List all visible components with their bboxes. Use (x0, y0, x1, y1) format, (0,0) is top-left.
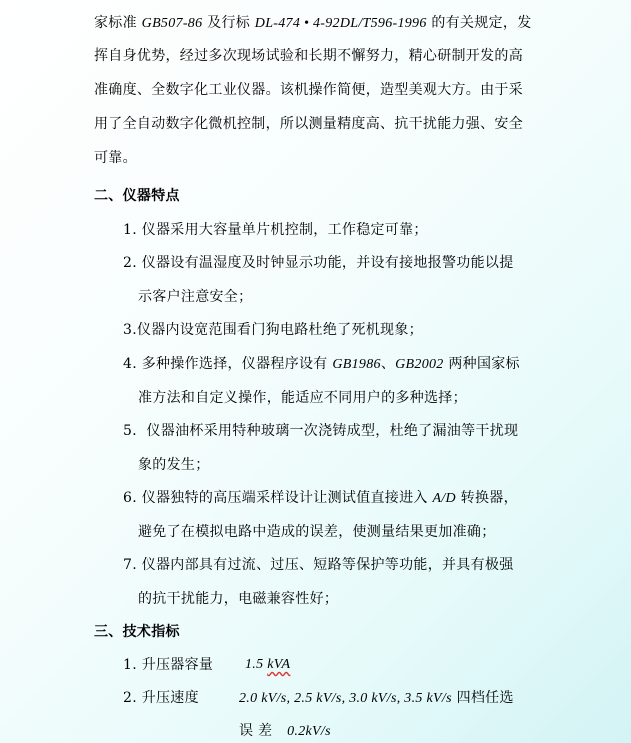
intro-text: 家标准 (94, 15, 142, 31)
standard-code: GB2002 (395, 357, 444, 372)
spec-row-capacity (123, 655, 291, 675)
spec-values: 2.0 kV/s, 2.5 kV/s, 3.0 kV/s, 3.5 kV/s (239, 691, 452, 706)
separator: 、 (380, 356, 396, 372)
spec-label: 2. 升压速度 (123, 690, 199, 706)
standard-code: GB507-86 (141, 16, 203, 31)
feature-text: 两种国家标 (443, 356, 520, 372)
spec-value (245, 655, 290, 675)
feature-item-2-cont: 示客户注意安全； (138, 289, 253, 305)
feature-item-5: 5．仪器油杯采用特种玻璃一次浇铸成型，杜绝了漏油等干扰现 (123, 423, 519, 439)
feature-item-4 (123, 354, 520, 375)
feature-item-6 (123, 488, 518, 509)
feature-item-7: 7. 仪器内部具有过流、过压、短路等保护等功能，并具有极强 (123, 557, 514, 573)
feature-text: 6. 仪器独特的高压端采样设计让测试值直接进入 (123, 490, 433, 506)
feature-item-4-cont: 准方法和自定义操作，能适应不同用户的多种选择； (138, 390, 467, 406)
feature-item-1: 1. 仪器采用大容量单片机控制，工作稳定可靠； (123, 222, 428, 238)
error-label: 误 差 (239, 723, 273, 739)
intro-line-3: 准确度、全数字化工业仪器。该机操作简便，造型美观大方。由于采 (94, 82, 523, 98)
spec-suffix: 四档任选 (451, 690, 514, 706)
intro-line-1 (94, 13, 532, 34)
section-heading-features: 二、仪器特点 (94, 188, 180, 204)
feature-item-2: 2. 仪器设有温湿度及时钟显示功能，并设有接地报警功能以提 (123, 255, 514, 271)
feature-item-6-cont: 避免了在模拟电路中造成的误差，使测量结果更加准确； (138, 524, 496, 540)
spec-row-speed (123, 688, 514, 708)
standard-code: GB1986 (332, 357, 381, 372)
feature-item-7-cont: 的抗干扰能力，电磁兼容性好； (138, 591, 339, 607)
intro-line-4: 用了全自动数字化微机控制，所以测量精度高、抗干扰能力强、安全 (94, 116, 523, 132)
intro-line-5: 可靠。 (94, 150, 137, 166)
intro-line-2: 挥自身优势，经过多次现场试验和长期不懈努力，精心研制开发的高 (94, 48, 523, 64)
intro-text: 及行标 (202, 15, 255, 31)
ad-code: A/D (432, 491, 456, 506)
section-heading-specs: 三、技术指标 (94, 624, 180, 640)
intro-text: 的有关规定，发 (426, 15, 532, 31)
error-value: 0.2kV/s (287, 724, 331, 739)
feature-text: 4. 多种操作选择，仪器程序设有 (123, 356, 333, 372)
feature-item-3: 3.仪器内设宽范围看门狗电路杜绝了死机现象； (123, 322, 423, 338)
spec-value-number: 1.5 (245, 657, 268, 672)
spec-label: 1. 升压器容量 (123, 657, 214, 673)
spec-row-error (239, 721, 331, 742)
feature-text: 转换器， (455, 490, 518, 506)
spec-value-unit: kVA (267, 657, 291, 672)
standard-code: DL-474 • 4-92DL/T596-1996 (254, 16, 427, 31)
feature-item-5-cont: 象的发生； (138, 457, 210, 473)
spec-value (239, 688, 514, 709)
